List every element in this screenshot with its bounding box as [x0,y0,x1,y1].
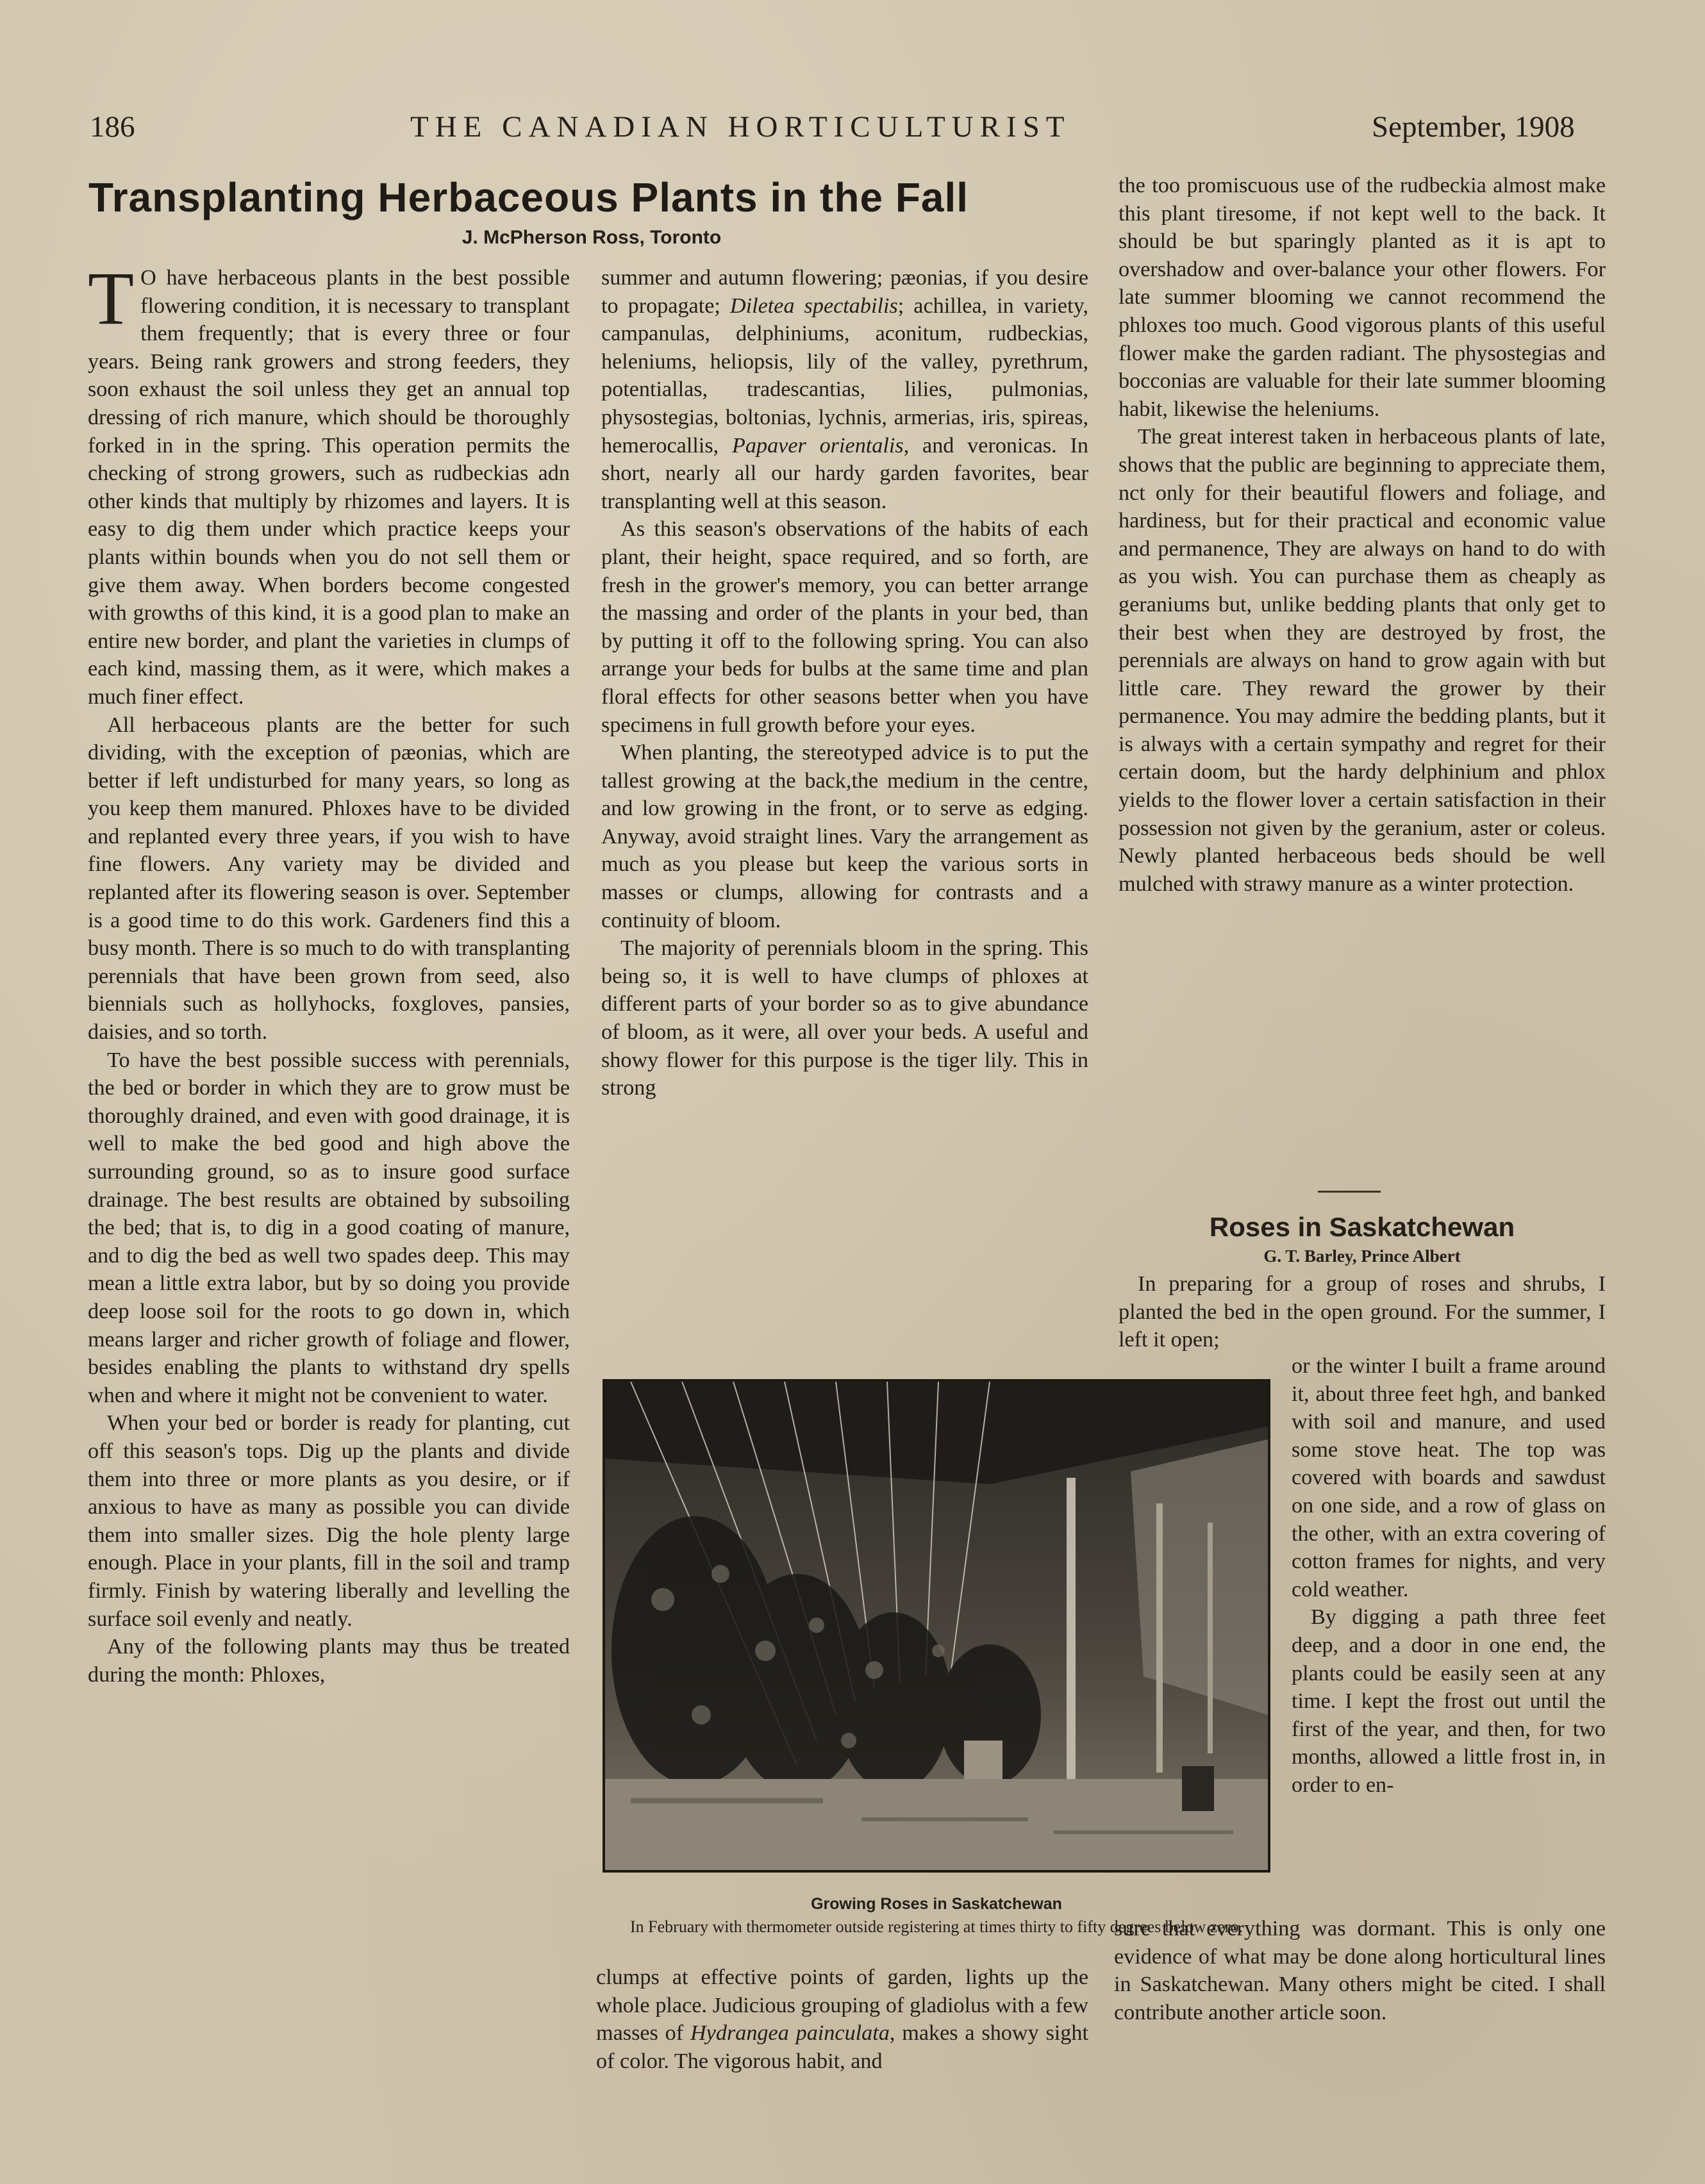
paragraph: To have the best possible success with perennials, the bed or border in which they are to grow must be thoroughly drained, and even with good drainage, it is well to make the bed good and high above the surrounding ground, so as to insure good surface drainage. The best results are obtained by subsoiling the bed; that is, to dig in a good coating of manure, and to dig the bed as well two spades deep. This may mean a little extra labor, but by so doing you provide deep loose soil for the roots to go down in, which means larger and richer growth of foliage and flower, besides enabling the plants to withstand dry spells when and where it might not be convenient to water. [88,1048,570,1407]
paragraph: Any of the following plants may thus be treated during the month: Phloxes, [88,1635,570,1687]
magazine-title: THE CANADIAN HORTICULTURIST [410,110,1071,144]
paragraph: In preparing for a group of roses and shrubs, I planted the bed in the open ground. For the summer, I left it open; [1119,1272,1606,1352]
paragraph: As this season's observations of the habits of each plant, their height, space required, and so forth, are fresh in the grower's memory, you can better arrange the massing and order of the plants in your bed, than by putting it off to the following spring. You can also arrange your beds for bulbs at the same time and plan floral effects for other seasons better when you have specimens in full growth before your eyes. [601,517,1088,737]
paragraph: When your bed or border is ready for planting, cut off this season's tops. Dig up the plants and divide them into three or more plants as you desire, or if anxious to have as many as possible you can divide them into smaller sizes. Dig the hole plenty large enough. Place in your plants, fill in the soil and tramp firmly. Finish by watering liberally and levelling the surface soil evenly and neatly. [88,1411,570,1631]
article2-byline: G. T. Barley, Prince Albert [1263,1246,1461,1266]
rose-house-photo [603,1379,1270,1873]
column-2 [601,264,1088,1102]
paragraph: or the winter I built a frame around it, about three feet hgh, and banked with soil and manure, and used some stove heat. The top was covered with boards and sawdust on one side, and a row of glass on the other, with an extra covering of cotton frames for nights, and very cold weather. [1292,1354,1606,1601]
article2-title: Roses in Saskatchewan [1209,1212,1515,1242]
column-2-bottom [596,1964,1088,2075]
paragraph: T O have herbaceous plants in the best possible flowering condition, it is necessary to transplant them frequently; that is every three or four years. Being rank growers and strong feeders, they soon exhaust the soil unless they get an annual top dressing of rich manure, which should be thoroughly forked in in the spring. This operation permits the checking of strong growers, such as rudbeckias adn other kinds that multiply by rhizomes and layers. It is easy to dig them under which practice keeps your plants within bounds when you do not sell them or give them away. When borders become congested with growths of this kind, it is a good plan to make an entire new border, and plant the varieties in clumps of each kind, massing them, as it were, which makes a much finer effect. [88,256,570,709]
photo-caption: In February with thermometer outside registering at times thirty to fifty degrees below zero. [630,1917,1243,1936]
column-3-article2-narrow [1292,1352,1606,1799]
paragraph: summer and autumn flowering; pæonias, if you desire to propagate; Diletea spectabilis; achillea, in variety, campanulas, delphiniums, aconitum, rudbeckias, heleniums, heliopsis, lily of the valley, pyrethrum, potentiallas, tradescantias, lilies, pulmonias, physostegias, boltonias, lychnis, armerias, iris, spireas, hemerocallis, Papaver orientalis, and veronicas. In short, nearly all our hardy garden favorites, bear transplanting well at this season. [601,266,1088,513]
column-1 [88,256,570,1689]
drop-cap: T [88,256,135,340]
article-byline: J. McPherson Ross, Toronto [462,227,722,248]
paragraph: The great interest taken in herbaceous plants of late, shows that the public are beginning to appreciate them, nct only for their beautiful flowers and foliage, and hardiness, but for their practical and economic value and permanence, They are always on hand to do with as you wish. You can purchase them as cheaply as geraniums but, unlike bedding plants that only get to their best when they are destroyed by frost, the perennials are always on hand to grow again with but little care. They reward the grower by their permanence. You may admire the bedding plants, but it is always with a certain sympathy and regret for their certain doom, but the hardy delphinium and phlox yields to the flower lover a certain satisfaction in their possession not given by the geranium, aster or coleus. Newly planted herbaceous beds should be well mulched with strawy manure as a winter protection. [1119,425,1606,896]
paragraph: the too promiscuous use of the rudbeckia almost make this plant tiresome, if not kept well to the back. It should be but sparingly planted as it is apt to overshadow and over-balance your other flowers. For late summer blooming we cannot recommend the phloxes too much. Good vigorous plants of this useful flower make the garden radiant. The physostegias and bocconias are valuable for their late summer blooming habit, likewise the heleniums. [1119,174,1606,421]
paragraph: All herbaceous plants are the better for such dividing, with the exception of pæonias, which are better if left undisturbed for many years, so long as you keep them manured. Phloxes have to be divided and replanted every three years, if you wish to have fine flowers. Any variety may be divided and replanted after its flowering season is over. September is a good time to do this work. Gardeners find this a busy month. There is so much to do with transplanting perennials that have been grown from seed, also biennials such as hollyhocks, foxgloves, pansies, daisies, and so torth. [88,713,570,1045]
photo-caption-title: Growing Roses in Saskatchewan [811,1895,1062,1913]
issue-date: September, 1908 [1372,110,1575,144]
section-divider [1318,1191,1381,1193]
photo-image [605,1382,1268,1870]
page-number: 186 [90,110,135,144]
column-3-article2-top [1119,1270,1606,1354]
paragraph: sure that everything was dormant. This is only one evidence of what may be done along horticultural lines in Saskatchewan. Many others might be cited. I shall contribute another article soon. [1114,1917,1606,2024]
paragraph: When planting, the stereotyped advice is to put the tallest growing at the back,the medium in the centre, and low growing in the front, or to serve as edging. Anyway, avoid straight lines. Vary the arrangement as much as you please but keep the various sorts in masses or clumps, allowing for contrasts and a continuity of bloom. [601,741,1088,932]
paragraph: clumps at effective points of garden, lights up the whole place. Judicious grouping of gladiolus with a few masses of Hydrangea painculata, makes a showy sight of color. The vigorous habit, and [596,1965,1088,2073]
paragraph: The majority of perennials bloom in the spring. This being so, it is well to have clumps of phloxes at different parts of your border so as to give abundance of bloom, as it were, all over your beds. A useful and showy flower for this purpose is the tiger lily. This in strong [601,936,1088,1100]
column-3-article2-bottom [1114,1915,1606,2026]
column-3 [1119,172,1606,898]
article-title: Transplanting Herbaceous Plants in the Fall [88,174,969,220]
paragraph: By digging a path three feet deep, and a door in one end, the plants could be easily seen at any time. I kept the frost out until the first of the year, and then, for two months, allowed a little frost in, in order to en- [1292,1605,1606,1797]
